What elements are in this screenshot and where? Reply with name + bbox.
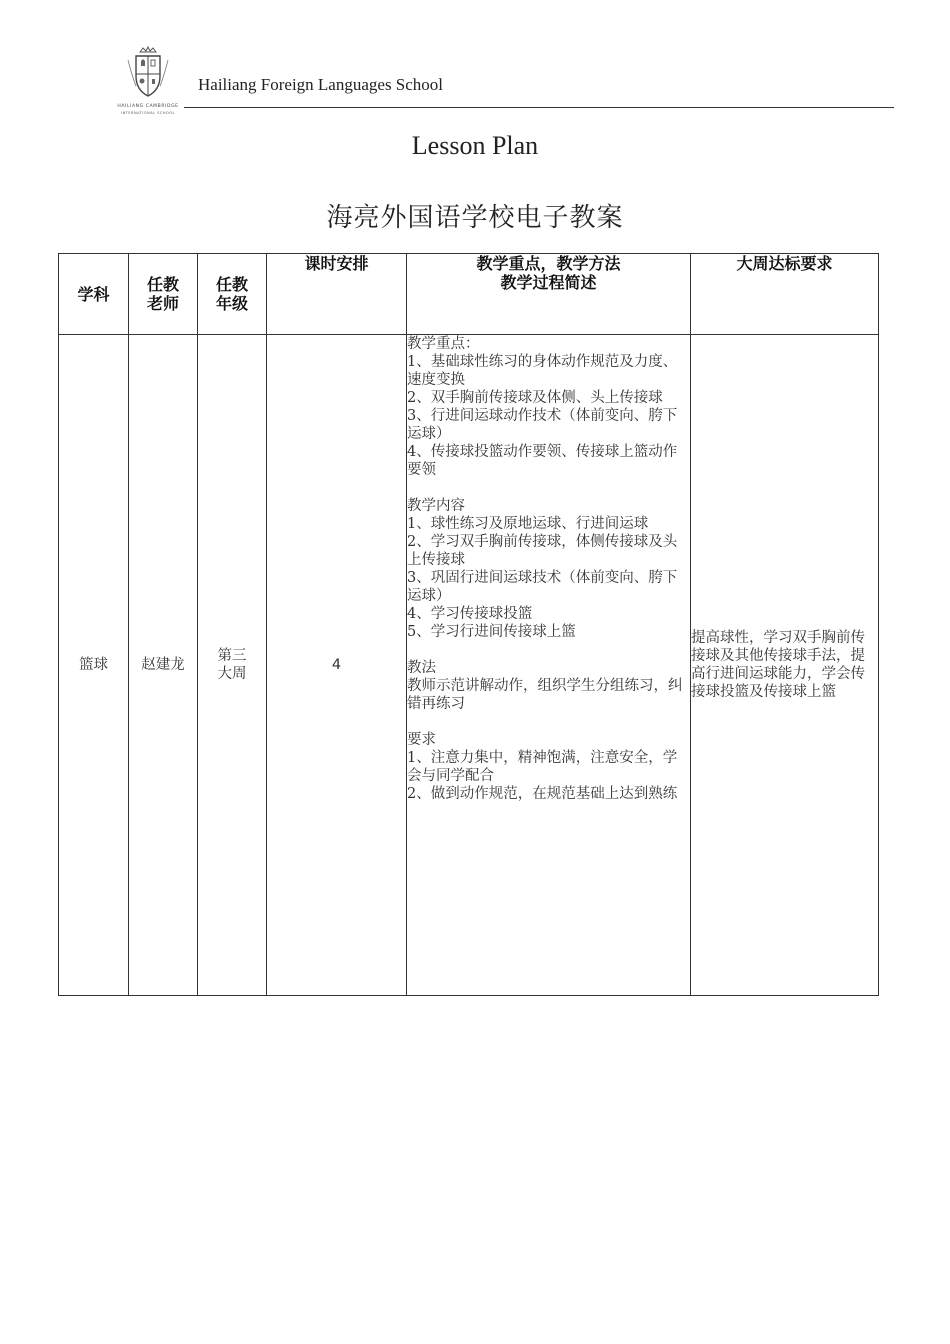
crest-icon — [126, 46, 170, 102]
cell-subject: 篮球 — [59, 335, 129, 996]
header-divider — [184, 107, 894, 108]
table-row — [59, 335, 879, 996]
header-subject: 学科 — [59, 254, 129, 335]
header-focus-method: 教学重点，教学方法 教学过程简述 — [407, 254, 691, 335]
section-method: 教法 教师示范讲解动作，组织学生分组练习，纠错再练习 — [407, 660, 683, 712]
cell-weekly-goals: 提高球性，学习双手胸前传接球及其他传接球手法，提高行进间运球能力，学会传接球投篮及传接球上篮 — [691, 335, 879, 996]
title-chinese: 海亮外国语学校电子教案 — [326, 203, 624, 233]
cell-teacher: 赵建龙 — [129, 335, 198, 996]
school-logo — [112, 46, 184, 118]
logo-text-line2: INTERNATIONAL SCHOOL — [121, 111, 175, 115]
section-requirements: 要求 1、注意力集中，精神饱满，注意安全，学会与同学配合 2、做到动作规范，在规范基础上达到熟练 — [407, 732, 678, 802]
cell-teaching-details — [407, 335, 691, 996]
school-name: Hailiang Foreign Languages School — [198, 75, 444, 94]
logo-text-line1: HAILIANG CAMBRIDGE — [117, 104, 179, 109]
cell-periods: 4 — [267, 335, 407, 996]
header-grade: 任教 年级 — [198, 254, 267, 335]
section-content: 教学内容 1、球性练习及原地运球、行进间运球 2、学习双手胸前传接球，体侧传接球及头上传接球 3、巩固行进间运球技术（体前变向、胯下运球） 4、学习传接球投篮 5、学习行进间传接球上篮 — [407, 498, 678, 640]
title-english: Lesson Plan — [411, 131, 539, 160]
header-teacher: 任教 老师 — [129, 254, 198, 335]
cell-grade: 第三 大周 — [198, 335, 267, 996]
lesson-plan-table — [58, 253, 879, 996]
header-periods: 课时安排 — [267, 254, 407, 335]
header-weekly-goals: 大周达标要求 — [691, 254, 879, 335]
section-focus: 教学重点： 1、基础球性练习的身体动作规范及力度、速度变换 2、双手胸前传接球及体侧、头上传接球 3、行进间运球动作技术（体前变向、胯下运球） 4、传接球投篮动作要领、传接球上篮动作要领 — [407, 336, 678, 478]
page-header — [112, 46, 902, 118]
table-header-row — [59, 254, 879, 335]
